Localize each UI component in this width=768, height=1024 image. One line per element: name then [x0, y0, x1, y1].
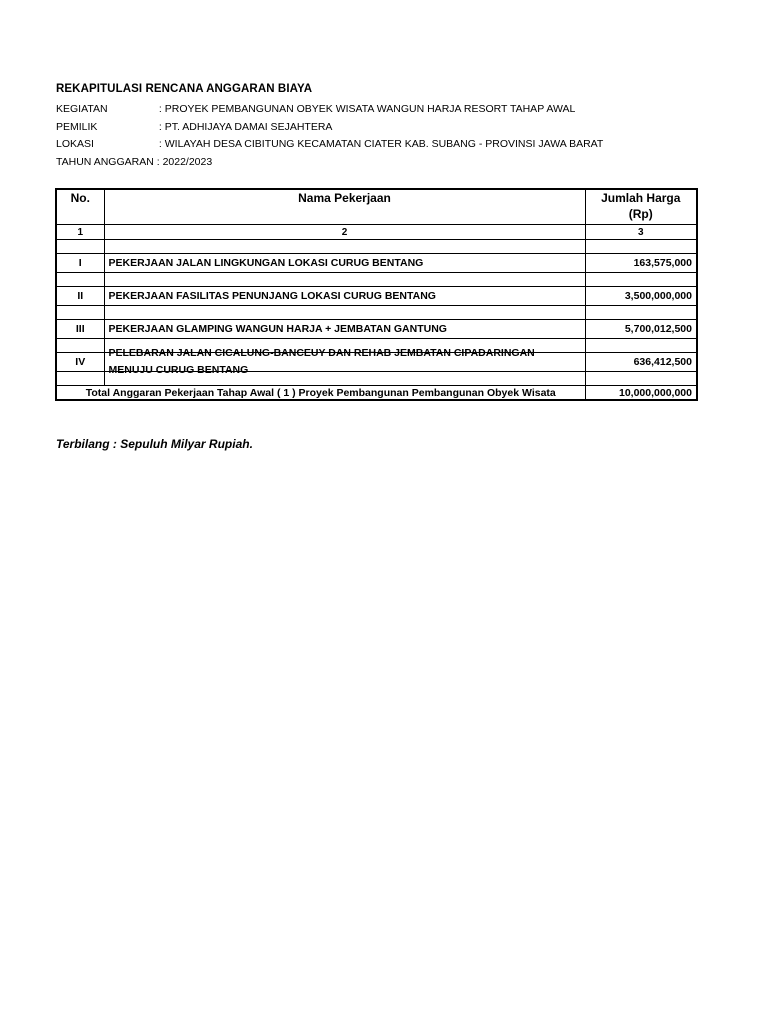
row-work-name: PEKERJAAN FASILITAS PENUNJANG LOKASI CURUG BENTANG: [104, 287, 585, 306]
total-label: Total Anggaran Pekerjaan Tahap Awal ( 1 ) Proyek Pembangunan Pembangunan Obyek Wisata: [56, 386, 585, 401]
table-row: [56, 287, 697, 306]
header-amount: Jumlah Harga (Rp): [585, 189, 697, 225]
info-label-lokasi: LOKASI: [56, 138, 94, 150]
table-row: [56, 353, 697, 372]
info-row-pemilik: [56, 121, 332, 133]
row-number: I: [56, 254, 104, 273]
total-amount: 10,000,000,000: [585, 386, 697, 401]
header-no: No.: [56, 189, 104, 225]
row-amount: 5,700,012,500: [585, 320, 697, 339]
column-number: 1: [56, 225, 104, 240]
amount-in-words: Terbilang : Sepuluh Milyar Rupiah.: [56, 437, 253, 451]
info-value-lokasi: : WILAYAH DESA CIBITUNG KECAMATAN CIATER KAB. SUBANG - PROVINSI JAWA BARAT: [158, 138, 604, 150]
table-row: [56, 320, 697, 339]
column-number-row: [56, 225, 697, 240]
column-number: 2: [104, 225, 585, 240]
column-number: 3: [585, 225, 697, 240]
row-number: IV: [56, 353, 104, 372]
row-number: III: [56, 320, 104, 339]
table-header-row: [56, 189, 697, 225]
row-amount: 3,500,000,000: [585, 287, 697, 306]
total-row: [56, 386, 697, 401]
document-title: REKAPITULASI RENCANA ANGGARAN BIAYA: [56, 83, 313, 95]
table-row: [56, 254, 697, 273]
row-work-name-cell: [104, 347, 585, 376]
row-work-name: PELEBARAN JALAN CICALUNG-BANCEUY DAN REHAB JEMBATAN CIPADARINGAN MENUJU CURUG BENTANG: [108, 347, 535, 376]
row-amount: 636,412,500: [585, 353, 697, 372]
row-work-name: PEKERJAAN JALAN LINGKUNGAN LOKASI CURUG BENTANG: [104, 254, 585, 273]
info-value-kegiatan: : PROYEK PEMBANGUNAN OBYEK WISATA WANGUN HARJA RESORT TAHAP AWAL: [158, 103, 576, 115]
row-amount: 163,575,000: [585, 254, 697, 273]
budget-table: [55, 188, 698, 401]
row-number: II: [56, 287, 104, 306]
header-name: Nama Pekerjaan: [104, 189, 585, 225]
info-label-kegiatan: KEGIATAN: [56, 103, 108, 115]
info-value-pemilik: : PT. ADHIJAYA DAMAI SEJAHTERA: [158, 121, 333, 133]
row-work-name: PEKERJAAN GLAMPING WANGUN HARJA + JEMBATAN GANTUNG: [104, 320, 585, 339]
spacer-row: [56, 240, 697, 254]
spacer-row: [56, 273, 697, 287]
spacer-row: [56, 306, 697, 320]
info-label-pemilik: PEMILIK: [56, 121, 98, 133]
info-row-lokasi: [56, 138, 603, 150]
info-row-kegiatan: [56, 103, 575, 115]
budget-year: TAHUN ANGGARAN : 2022/2023: [56, 156, 213, 168]
